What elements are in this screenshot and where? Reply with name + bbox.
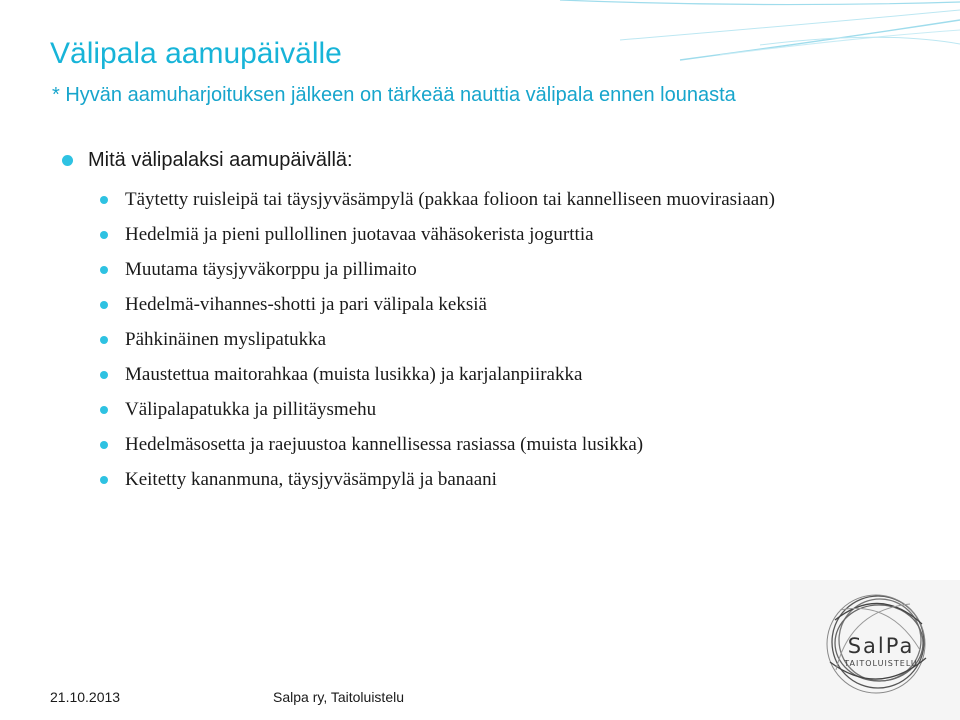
list-item-text: Muutama täysjyväkorppu ja pillimaito — [125, 259, 417, 280]
bullet-icon — [100, 196, 108, 204]
list-item — [100, 430, 860, 460]
list-item-text: Hedelmä-vihannes-shotti ja pari välipala keksiä — [125, 294, 487, 315]
list-item — [100, 395, 860, 425]
slide-subtitle: * Hyvän aamuharjoituksen jälkeen on tärkeää nauttia välipala ennen lounasta — [52, 84, 736, 106]
footer-date: 21.10.2013 — [50, 689, 121, 705]
list-item — [100, 360, 860, 390]
list-item — [100, 325, 860, 355]
list-item — [100, 220, 860, 250]
main-bullet-text: Mitä välipalaksi aamupäivällä: — [88, 149, 353, 171]
bullet-icon — [100, 441, 108, 449]
list-item — [100, 465, 860, 495]
bullet-icon — [100, 371, 108, 379]
logo-text: SalPa — [847, 634, 915, 658]
footer-organization: Salpa ry, Taitoluistelu — [273, 689, 404, 705]
bullet-icon — [100, 336, 108, 344]
bullet-icon — [100, 406, 108, 414]
bullet-icon — [100, 301, 108, 309]
list-item — [100, 290, 860, 320]
list-item-text: Välipalapatukka ja pillitäysmehu — [125, 399, 377, 420]
list-item-text: Maustettua maitorahkaa (muista lusikka) ja karjalanpiirakka — [125, 364, 583, 385]
list-item-text: Täytetty ruisleipä tai täysjyväsämpylä (pakkaa folioon tai kannelliseen muovirasiaan) — [125, 189, 776, 210]
bullet-icon — [100, 476, 108, 484]
list-item — [100, 185, 860, 215]
list-item-text: Hedelmäsosetta ja raejuustoa kannellisessa rasiassa (muista lusikka) — [125, 434, 644, 455]
logo-subtext: TAITOLUISTELU — [844, 659, 918, 668]
list-item-text: Hedelmiä ja pieni pullollinen juotavaa vähäsokerista jogurttia — [125, 224, 594, 245]
bullet-icon — [100, 266, 108, 274]
list-item-text: Keitetty kananmuna, täysjyväsämpylä ja banaani — [125, 469, 497, 490]
bullet-icon — [100, 231, 108, 239]
list-item-text: Pähkinäinen myslipatukka — [125, 329, 327, 350]
bullet-icon — [62, 155, 73, 166]
snack-list — [100, 185, 860, 500]
slide-title: Välipala aamupäivälle — [50, 37, 342, 70]
list-item — [100, 255, 860, 285]
